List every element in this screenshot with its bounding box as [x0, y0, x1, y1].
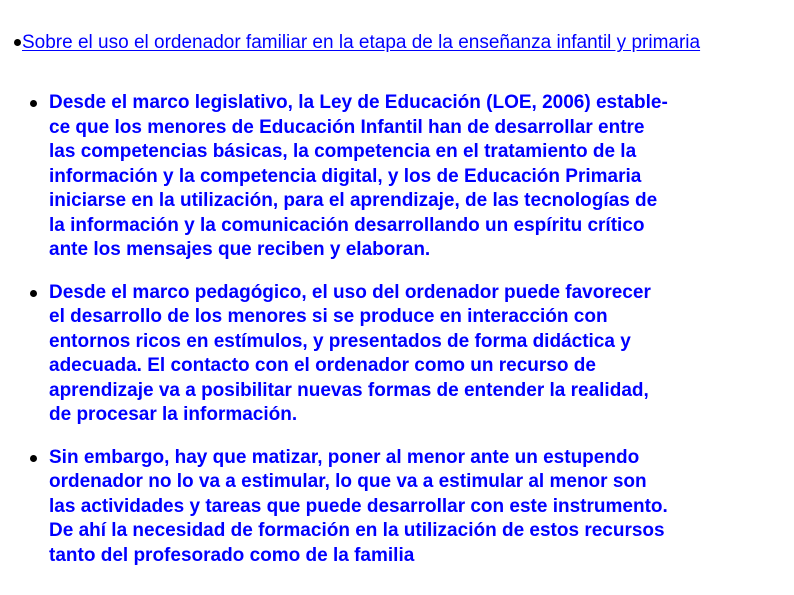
bullet-line: iniciarse en la utilización, para el aprendizaje, de las tecnologías de	[49, 190, 658, 211]
title-bullet-icon	[14, 39, 21, 46]
bullet-line: el desarrollo de los menores si se produce en interacción con	[49, 306, 608, 327]
bullet-line: tanto del profesorado como de la familia	[49, 544, 415, 566]
bullet-line: las actividades y tareas que puede desarrollar con este instrumento.	[49, 495, 668, 517]
bullet-line: Sin embargo, hay que matizar, poner al menor ante un estupendo	[49, 446, 640, 468]
bullet-line: adecuada. El contacto con el ordenador como un recurso de	[49, 355, 596, 376]
bullet-line: ce que los menores de Educación Infantil han de desarrollar entre	[49, 116, 645, 138]
bullet-line: de procesar la información.	[49, 404, 298, 425]
bullet-line: De ahí la necesidad de formación en la utilización de estos recursos	[49, 520, 665, 541]
page-title	[14, 31, 784, 55]
bullet-line: entornos ricos en estímulos, y presentados de forma didáctica y	[49, 330, 631, 352]
bullet-item-1	[30, 91, 780, 263]
bullet-line: ordenador no lo va a estimular, lo que va a estimular al menor son	[49, 471, 647, 492]
title-text: Sobre el uso el ordenador familiar en la etapa de la enseñanza infantil y primaria	[22, 32, 701, 53]
bullet-line: ante los mensajes que reciben y elaboran.	[49, 239, 431, 260]
bullet-line: las competencias básicas, la competencia en el tratamiento de la	[49, 141, 637, 162]
bullet-icon	[30, 100, 37, 107]
bullet-icon	[30, 455, 37, 462]
bullet-item-3	[30, 446, 780, 569]
bullet-item-2	[30, 281, 780, 428]
bullet-icon	[30, 290, 37, 297]
bullet-line: información y la competencia digital, y los de Educación Primaria	[49, 165, 642, 187]
bullet-line: Desde el marco legislativo, la Ley de Educación (LOE, 2006) estable-	[49, 92, 668, 113]
bullet-line: la información y la comunicación desarrollando un espíritu crítico	[49, 214, 645, 236]
bullet-line: aprendizaje va a posibilitar nuevas formas de entender la realidad,	[49, 379, 649, 401]
bullet-list	[30, 91, 780, 586]
bullet-line: Desde el marco pedagógico, el uso del ordenador puede favorecer	[49, 281, 651, 303]
